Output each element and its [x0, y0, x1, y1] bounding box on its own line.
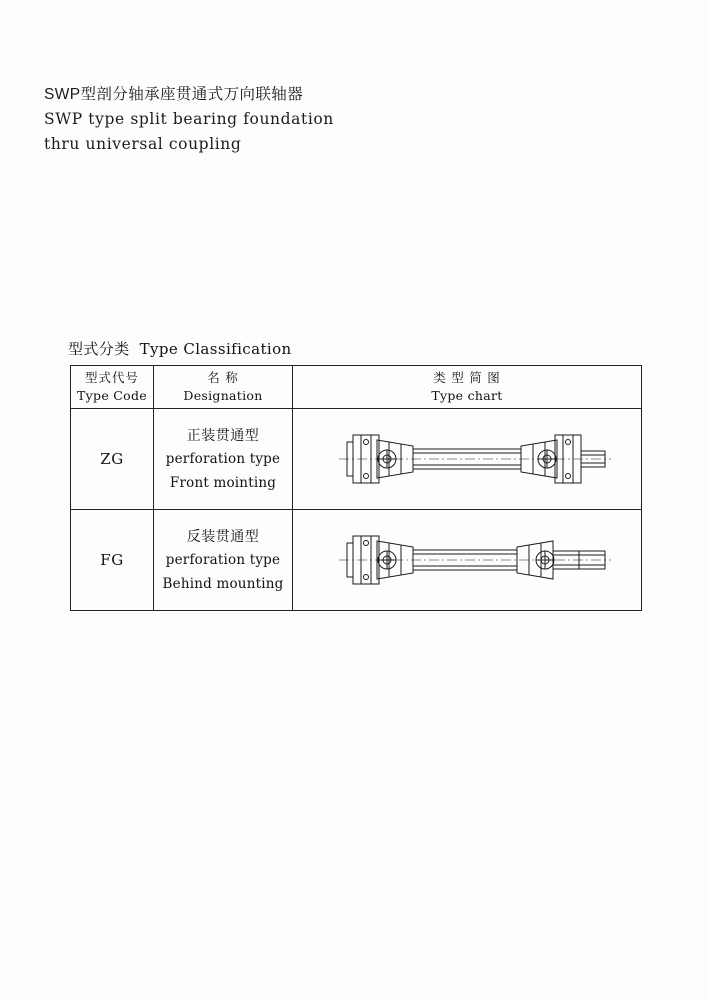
section-caption-en: Type Classification [139, 340, 292, 358]
row-code-fg: FG [71, 510, 154, 611]
table-row [71, 510, 642, 611]
designation-en-1: perforation type [165, 552, 281, 568]
row-code-zg: ZG [71, 409, 154, 510]
header-type-chart [293, 366, 642, 409]
designation-cn: 反装贯通型 [186, 528, 260, 544]
header-type-chart-en: Type chart [431, 388, 503, 403]
row-designation-fg [154, 510, 293, 611]
designation-en-2: Front mointing [169, 475, 277, 491]
designation-en-1: perforation type [165, 451, 281, 467]
row-designation-zg [154, 409, 293, 510]
title-line-en-2: thru universal coupling [44, 135, 242, 153]
designation-en-2: Behind mounting [162, 576, 284, 592]
title-line-en-1: SWP type split bearing foundation [44, 110, 334, 128]
header-designation-en: Designation [183, 388, 263, 403]
page-title [44, 82, 604, 157]
title-line-cn: SWP型剖分轴承座贯通式万向联轴器 [44, 86, 304, 103]
designation-cn: 正装贯通型 [186, 427, 260, 443]
table-row [71, 409, 642, 510]
header-designation-cn: 名 称 [207, 371, 239, 385]
header-designation [154, 366, 293, 409]
type-classification-table [70, 365, 642, 611]
zg-coupling-diagram [293, 409, 642, 510]
header-type-code-cn: 型式代号 [84, 371, 139, 385]
header-type-chart-cn: 类 型 简 图 [433, 371, 501, 385]
section-caption [68, 338, 292, 359]
header-type-code [71, 366, 154, 409]
table-header-row [71, 366, 642, 409]
header-type-code-en: Type Code [77, 388, 147, 403]
fg-coupling-diagram [293, 510, 642, 611]
section-caption-cn: 型式分类 [68, 341, 130, 358]
